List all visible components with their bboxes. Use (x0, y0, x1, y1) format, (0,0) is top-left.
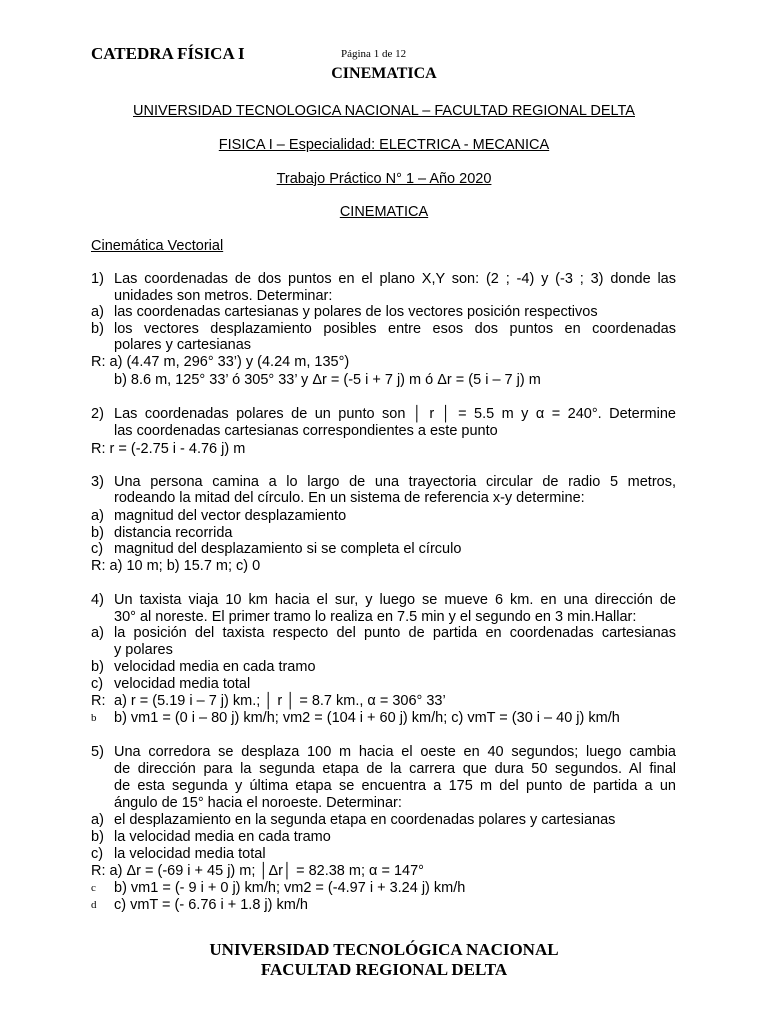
item-label: b) (91, 525, 104, 541)
answer-line: R: a) (4.47 m, 296° 33’) y (4.24 m, 135°) (91, 354, 350, 370)
item-text: velocidad media en cada tramo (114, 659, 316, 675)
problem-text: las coordenadas cartesianas correspondientes a este punto (114, 423, 498, 439)
answer-line: b) vm1 = (- 9 i + 0 j) km/h; vm2 = (-4.97 i + 3.24 j) km/h (114, 880, 466, 896)
topic-heading: CINEMATICA (339, 204, 429, 220)
university-heading: UNIVERSIDAD TECNOLOGICA NACIONAL – FACULTAD REGIONAL DELTA (133, 103, 635, 119)
item-label: c) (91, 541, 104, 557)
header-title: CINEMATICA (331, 65, 437, 82)
problem-text: rodeando la mitad del círculo. En un sistema de referencia x-y determine: (114, 490, 585, 506)
item-text: magnitud del vector desplazamiento (114, 508, 347, 524)
footer-university: UNIVERSIDAD TECNOLÓGICA NACIONAL (209, 940, 559, 959)
problem-text: de esta segunda y última etapa se encuentra a 175 m del punto de partida a un (114, 778, 676, 794)
item-text: el desplazamiento en la segunda etapa en coordenadas polares y cartesianas (114, 812, 616, 828)
answer-line: R: r = (-2.75 i - 4.76 j) m (91, 441, 246, 457)
item-label: b) (91, 321, 104, 337)
item-text: y polares (114, 642, 173, 658)
answer-line: R: a) Δr = (-69 i + 45 j) m; │Δr│ = 82.38 m; α = 147° (91, 863, 424, 879)
item-label: b) (91, 829, 104, 845)
item-label: c) (91, 846, 104, 862)
item-text: la velocidad media en cada tramo (114, 829, 331, 845)
page-number: Página 1 de 12 (341, 48, 407, 60)
item-text: magnitud del desplazamiento si se completa el círculo (114, 541, 462, 557)
item-text: velocidad media total (114, 676, 251, 692)
problem-number: 4) (91, 592, 104, 608)
answer-line: c) vmT = (- 6.76 i + 1.8 j) km/h (114, 897, 308, 913)
footer-faculty: FACULTAD REGIONAL DELTA (260, 960, 508, 979)
header-course-name: CATEDRA FÍSICA I (91, 44, 245, 63)
item-label: a) (91, 625, 104, 641)
item-label: a) (91, 812, 104, 828)
item-label: c) (91, 676, 104, 692)
problem-text: Una corredora se desplaza 100 m hacia el oeste en 40 segundos; luego cambia (114, 744, 676, 760)
problem-text: Un taxista viaja 10 km hacia el sur, y luego se mueve 6 km. en una dirección de (114, 592, 676, 608)
problem-text: unidades son metros. Determinar: (114, 288, 333, 304)
margin-mark: b (91, 712, 97, 724)
margin-mark: d (91, 899, 97, 911)
section-heading: Cinemática Vectorial (91, 238, 224, 254)
item-text: distancia recorrida (114, 525, 233, 541)
item-label: a) (91, 508, 104, 524)
problem-number: 5) (91, 744, 104, 760)
problem-number: 3) (91, 474, 104, 490)
answer-line: b) vm1 = (0 i – 80 j) km/h; vm2 = (104 i + 60 j) km/h; c) vmT = (30 i – 40 j) km/h (114, 710, 620, 726)
answer-line: R: a) 10 m; b) 15.7 m; c) 0 (91, 558, 261, 574)
item-text: las coordenadas cartesianas y polares de los vectores posición respectivos (114, 304, 598, 320)
item-label: a) (91, 304, 104, 320)
answer-line: a) r = (5.19 i – 7 j) km.; │ r │ = 8.7 km., α = 306° 33’ (114, 693, 446, 709)
margin-mark: c (91, 882, 96, 894)
problem-text: Las coordenadas de dos puntos en el plano X,Y son: (2 ; -4) y (-3 ; 3) donde las (114, 271, 676, 287)
item-label: b) (91, 659, 104, 675)
answer-label: R: (91, 693, 106, 709)
problem-number: 1) (91, 271, 104, 287)
course-heading: FISICA I – Especialidad: ELECTRICA - MECANICA (218, 137, 550, 153)
problem-text: ángulo de 15° hacia el noroeste. Determinar: (114, 795, 402, 811)
problem-text: de dirección para la segunda etapa de la carrera que dura 50 segundos. Al final (114, 761, 676, 777)
problem-text: 30° al noreste. El primer tramo lo realiza en 7.5 min y el segundo en 3 min.Hallar: (114, 609, 637, 625)
item-text: la velocidad media total (114, 846, 266, 862)
practice-heading: Trabajo Práctico N° 1 – Año 2020 (276, 171, 492, 187)
problem-number: 2) (91, 406, 104, 422)
item-text: polares y cartesianas (114, 337, 252, 353)
problem-text: Una persona camina a lo largo de una trayectoria circular de radio 5 metros, (114, 474, 676, 490)
answer-line: b) 8.6 m, 125° 33’ ó 305° 33’ y Δr = (-5 i + 7 j) m ó Δr = (5 i – 7 j) m (114, 372, 541, 388)
problem-text: Las coordenadas polares de un punto son │ r │ = 5.5 m y α = 240°. Determine (114, 406, 676, 422)
item-text: los vectores desplazamiento posibles entre esos dos puntos en coordenadas (114, 321, 676, 337)
item-text: la posición del taxista respecto del punto de partida en coordenadas cartesianas (114, 625, 676, 641)
